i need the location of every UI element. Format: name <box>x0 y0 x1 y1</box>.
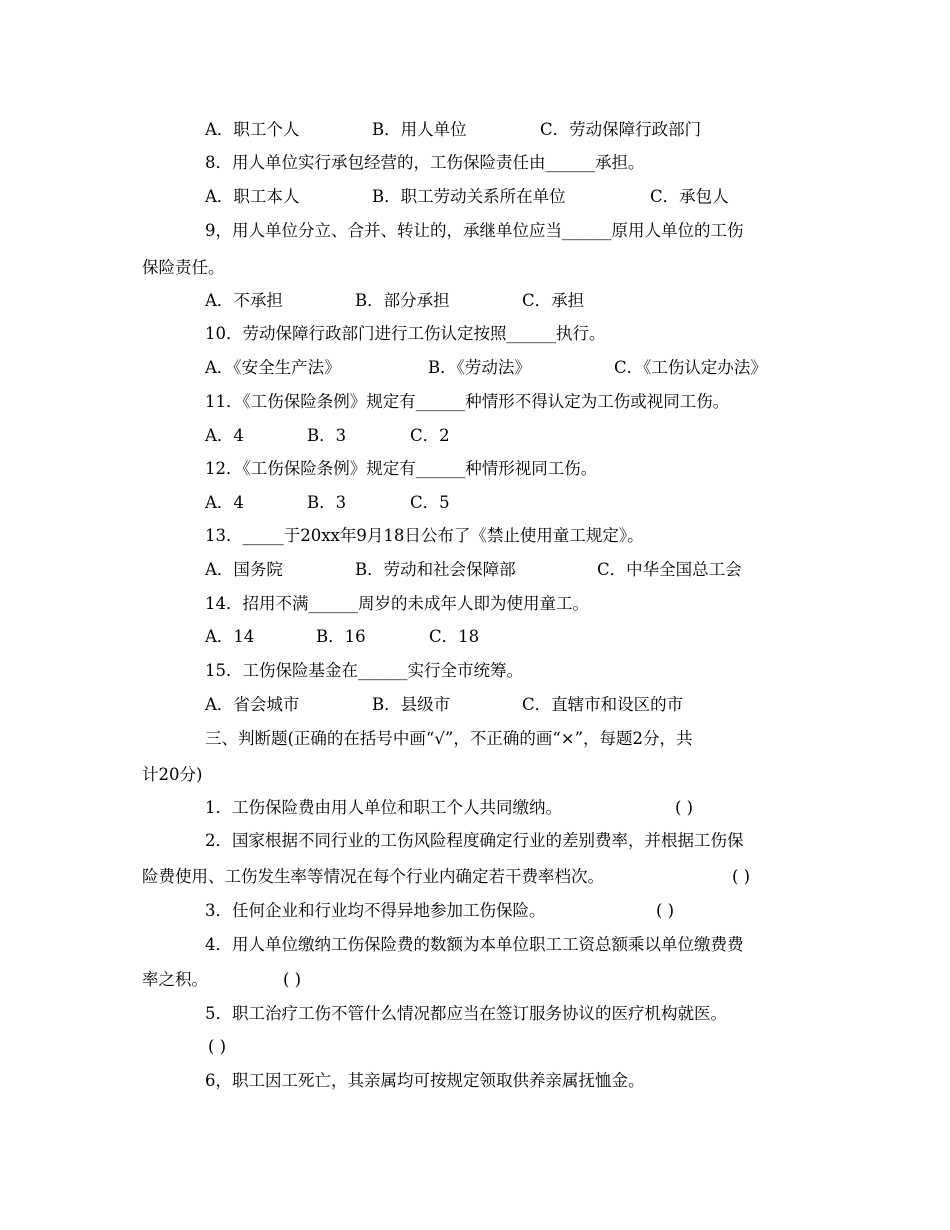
option-a: A．不承担 <box>205 291 283 310</box>
answer-bracket: ( ) <box>283 970 302 989</box>
answer-bracket: ( ) <box>208 1037 227 1056</box>
option-c: C．直辖市和设区的市 <box>522 695 684 714</box>
question-text: 6，职工因工死亡，其亲属均可按规定领取供养亲属抚恤金。 <box>205 1071 645 1090</box>
answer-bracket: ( ) <box>675 798 694 817</box>
option-a: A．4 <box>205 426 244 445</box>
option-c: C．《工伤认定办法》 <box>614 358 767 377</box>
option-a: A．省会城市 <box>205 695 300 714</box>
option-b: B．3 <box>307 493 347 512</box>
section-title: 三、判断题(正确的在括号中画“√”，不正确的画“×”，每题2分，共 <box>205 729 693 748</box>
question-text: 4．用人单位缴纳工伤保险费的数额为本单位职工工资总额乘以单位缴费费 <box>205 935 744 954</box>
option-a: A．14 <box>205 627 255 646</box>
option-c: C．劳动保障行政部门 <box>540 120 702 139</box>
question-text: 15．工伤保险基金在______实行全市统筹。 <box>205 661 523 680</box>
question-text: 率之积。 <box>142 970 208 989</box>
option-b: B．《劳动法》 <box>428 358 531 377</box>
option-a: A．4 <box>205 493 244 512</box>
question-text: 2．国家根据不同行业的工伤风险程度确定行业的差别费率，并根据工伤保 <box>205 831 744 850</box>
question-text: 9，用人单位分立、合并、转让的，承继单位应当______原用人单位的工伤 <box>205 221 744 240</box>
question-text: 10．劳动保障行政部门进行工伤认定按照______执行。 <box>205 324 606 343</box>
question-text: 3．任何企业和行业均不得异地参加工伤保险。 <box>205 901 546 920</box>
question-text: 保险责任。 <box>142 258 225 277</box>
option-c: C．18 <box>429 627 480 646</box>
option-c: C．承担 <box>522 291 585 310</box>
option-a: A．职工本人 <box>205 187 300 206</box>
option-b: B．劳动和社会保障部 <box>355 560 516 579</box>
question-text: 险费使用、工伤发生率等情况在每个行业内确定若干费率档次。 <box>142 867 604 886</box>
option-a: A．职工个人 <box>205 120 300 139</box>
option-c: C．承包人 <box>650 187 729 206</box>
option-b: B．职工劳动关系所在单位 <box>372 187 566 206</box>
option-b: B．县级市 <box>372 695 451 714</box>
section-title: 计20分) <box>142 765 203 784</box>
option-c: C．中华全国总工会 <box>597 560 742 579</box>
option-c: C．5 <box>410 493 450 512</box>
option-b: B．3 <box>307 426 347 445</box>
question-text: 11．《工伤保险条例》规定有______种情形不得认定为工伤或视同工伤。 <box>205 392 730 411</box>
question-text: 14．招用不满______周岁的未成年人即为使用童工。 <box>205 594 589 613</box>
question-text: 1．工伤保险费由用人单位和职工个人共同缴纳。 <box>205 798 562 817</box>
question-text: 13．_____于20xx年9月18日公布了《禁止使用童工规定》。 <box>205 526 644 545</box>
option-b: B．部分承担 <box>355 291 450 310</box>
question-text: 5．职工治疗工伤不管什么情况都应当在签订服务协议的医疗机构就医。 <box>205 1004 727 1023</box>
option-c: C．2 <box>410 426 450 445</box>
option-a: A．国务院 <box>205 560 283 579</box>
answer-bracket: ( ) <box>656 901 675 920</box>
question-text: 12．《工伤保险条例》规定有______种情形视同工伤。 <box>205 459 598 478</box>
answer-bracket: ( ) <box>732 867 751 886</box>
question-text: 8．用人单位实行承包经营的，工伤保险责任由______承担。 <box>205 153 645 172</box>
option-b: B．16 <box>316 627 366 646</box>
option-a: A．《安全生产法》 <box>205 358 341 377</box>
option-b: B．用人单位 <box>372 120 467 139</box>
